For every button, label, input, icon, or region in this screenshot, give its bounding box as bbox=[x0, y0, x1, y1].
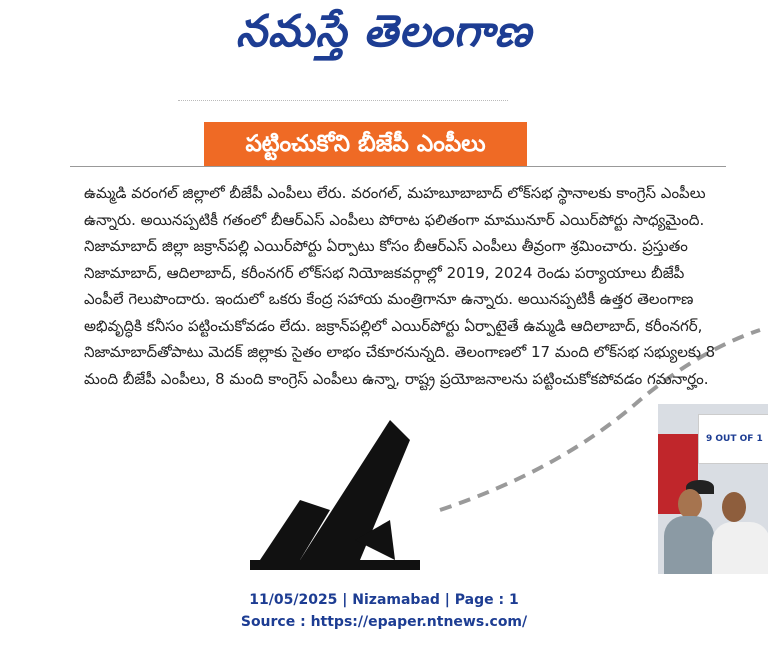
photo-person-2 bbox=[722, 492, 746, 522]
headline-rule bbox=[70, 166, 726, 167]
masthead-divider bbox=[178, 100, 508, 101]
airplane-tail bbox=[260, 500, 330, 560]
footer-date-edition: 11/05/2025 | Nizamabad | Page : 1 bbox=[249, 592, 519, 608]
photo-person-1-shirt bbox=[664, 516, 714, 574]
photo-person-2-shirt bbox=[712, 522, 768, 574]
article-body bbox=[84, 180, 724, 392]
newspaper-title: నమస్తే తెలంగాణ bbox=[235, 6, 533, 57]
airplane-fuselage bbox=[250, 560, 420, 570]
article-headline: పట్టించుకోని బీజేపీ ఎంపీలు bbox=[204, 122, 527, 166]
photo-person-1 bbox=[678, 489, 702, 519]
article-paragraph: ఉమ్మడి వరంగల్ జిల్లాలో బీజేపీ ఎంపీలు లేరు. వరంగల్, మహబూబాబాద్ లోక్‌సభ స్థానాలకు కాంగ్రెస్ ఎంపీలు ఉన్నారు. అయినప్పటికీ గతంలో బీఆర్ఎస్ ఎంపీలు పోరాట ఫలితంగా మామునూర్ ఎయిర్‌పోర్టు సాధ్యమైంది. నిజామాబాద్ జిల్లా జక్రాన్‌పల్లి ఎయిర్‌పోర్టు ఏర్పాటు కోసం బీఆర్ఎస్ ఎంపీలు తీవ్రంగా శ్రమించారు. ప్రస్తుతం నిజామాబాద్, ఆదిలాబాద్, కరీంనగర్ లోక్‌సభ నియోజకవర్గాల్లో 2019, 2024 రెండు పర్యాయాలు బీజేపీ ఎంపీలే గెలుపొందారు. ఇందులో ఒకరు కేంద్ర సహాయ మంత్రిగానూ ఉన్నారు. అయినప్పటికీ ఉత్తర తెలంగాణ అభివృద్ధికి కనీసం పట్టించుకోవడం లేదు. జక్రాన్‌పల్లిలో ఎయిర్‌పోర్టు ఏర్పాటైతే ఉమ్మడి ఆదిలాబాద్, కరీంనగర్, నిజామాబాద్‌తోపాటు మెదక్ జిల్లాకు సైతం లాభం చేకూరనున్నది. తెలంగాణలో 17 మంది లోక్‌సభ సభ్యులకు 8 మంది బీజేపీ ఎంపీలు, 8 మంది కాంగ్రెస్ ఎంపీలు ఉన్నా, రాష్ట్ర ప్రయోజనాలను పట్టించుకోకపోవడం గమనార్హం. bbox=[84, 184, 716, 388]
footer-source: Source : https://epaper.ntnews.com/ bbox=[240, 614, 528, 630]
photo-banner-text: 9 OUT OF 1 bbox=[706, 434, 763, 444]
airplane-wing bbox=[300, 420, 410, 560]
masthead bbox=[0, 0, 768, 80]
airplane-fin bbox=[355, 520, 395, 560]
news-photo bbox=[658, 404, 768, 574]
